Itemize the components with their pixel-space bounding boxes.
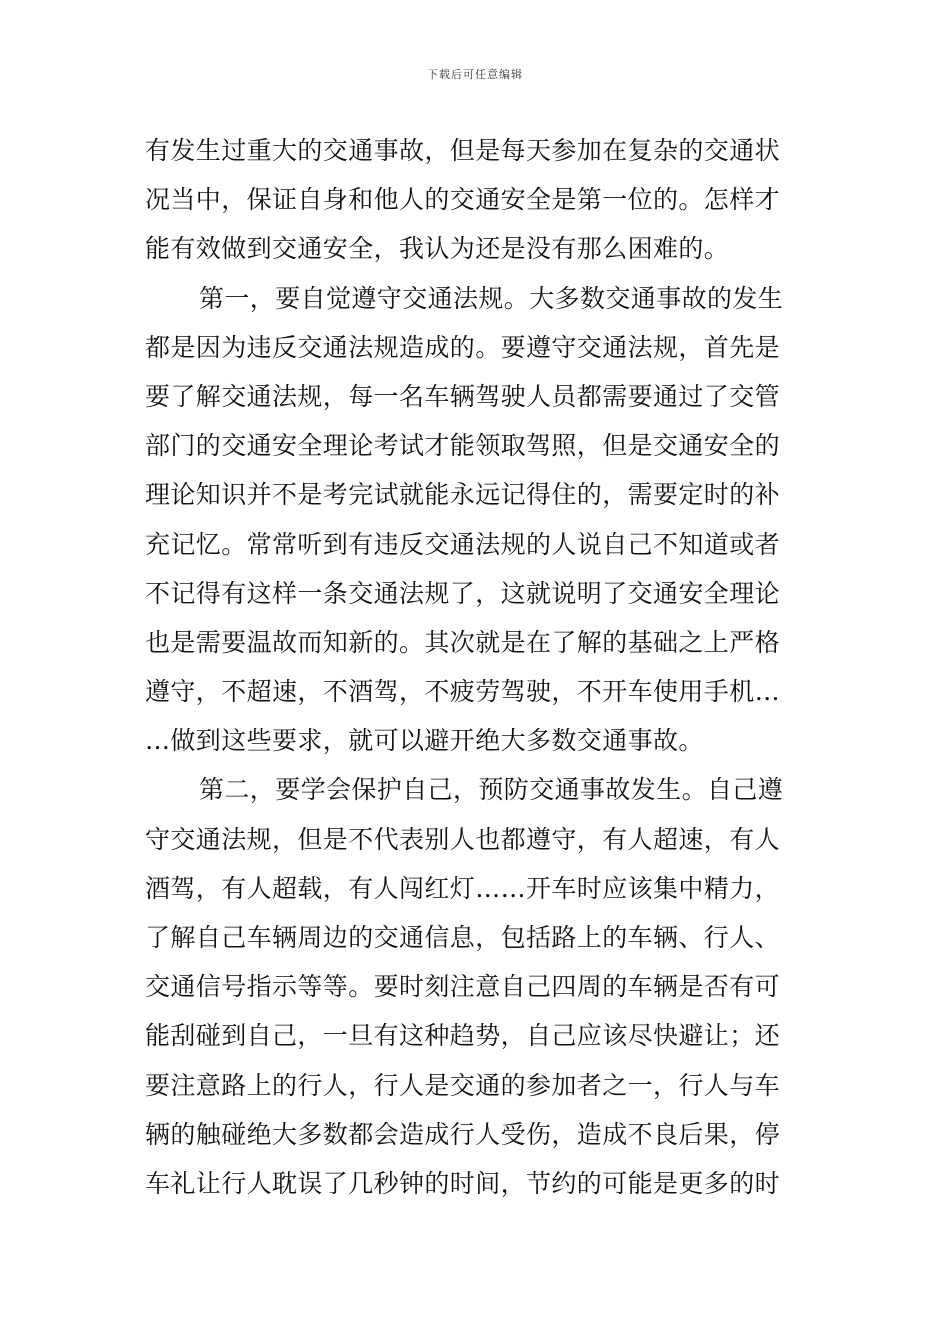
paragraph-first-line: 第一，要自觉遵守交通法规。大多数交通事故的发生 [199, 283, 784, 313]
text-line: 况当中，保证自身和他人的交通安全是第一位的。怎样才 [145, 185, 781, 215]
text-line: 都是因为违反交通法规造成的。要遵守交通法规，首先是 [145, 332, 781, 362]
text-line: 交通信号指示等等。要时刻注意自己四周的车辆是否有可 [145, 972, 781, 1002]
text-line: 能刮碰到自己，一旦有这种趋势，自己应该尽快避让；还 [145, 1021, 781, 1051]
paragraph-first-line: 第二，要学会保护自己，预防交通事故发生。自己遵 [199, 775, 784, 805]
text-line: 不记得有这样一条交通法规了，这就说明了交通安全理论 [145, 578, 781, 608]
text-line: 要了解交通法规，每一名车辆驾驶人员都需要通过了交管 [145, 381, 781, 411]
text-line: 部门的交通安全理论考试才能领取驾照，但是交通安全的 [145, 431, 781, 461]
text-line: 要注意路上的行人，行人是交通的参加者之一，行人与车 [145, 1070, 781, 1100]
text-line: 车礼让行人耽误了几秒钟的时间，节约的可能是更多的时 [145, 1168, 781, 1198]
text-line: 辆的触碰绝大多数都会造成行人受伤，造成不良后果，停 [145, 1119, 781, 1149]
text-line: 了解自己车辆周边的交通信息，包括路上的车辆、行人、 [145, 923, 781, 952]
text-line: 充记忆。常常听到有违反交通法规的人说自己不知道或者 [145, 529, 781, 559]
body-text [145, 126, 809, 1208]
text-line: 理论知识并不是考完试就能永远记得住的，需要定时的补 [145, 480, 781, 510]
text-line: 酒驾，有人超载，有人闯红灯……开车时应该集中精力， [145, 873, 781, 903]
text-line: 守交通法规，但是不代表别人也都遵守，有人超速，有人 [145, 824, 781, 854]
text-line: 遵守，不超速，不酒驾，不疲劳驾驶，不开车使用手机… [145, 677, 781, 707]
text-line: 能有效做到交通安全，我认为还是没有那么困难的。 [145, 234, 730, 264]
text-line: …做到这些要求，就可以避开绝大多数交通事故。 [145, 726, 704, 756]
text-line: 也是需要温故而知新的。其次就是在了解的基础之上严格 [145, 627, 781, 657]
header-note: 下载后可任意编辑 [427, 68, 523, 81]
text-line: 有发生过重大的交通事故，但是每天参加在复杂的交通状 [145, 136, 781, 165]
